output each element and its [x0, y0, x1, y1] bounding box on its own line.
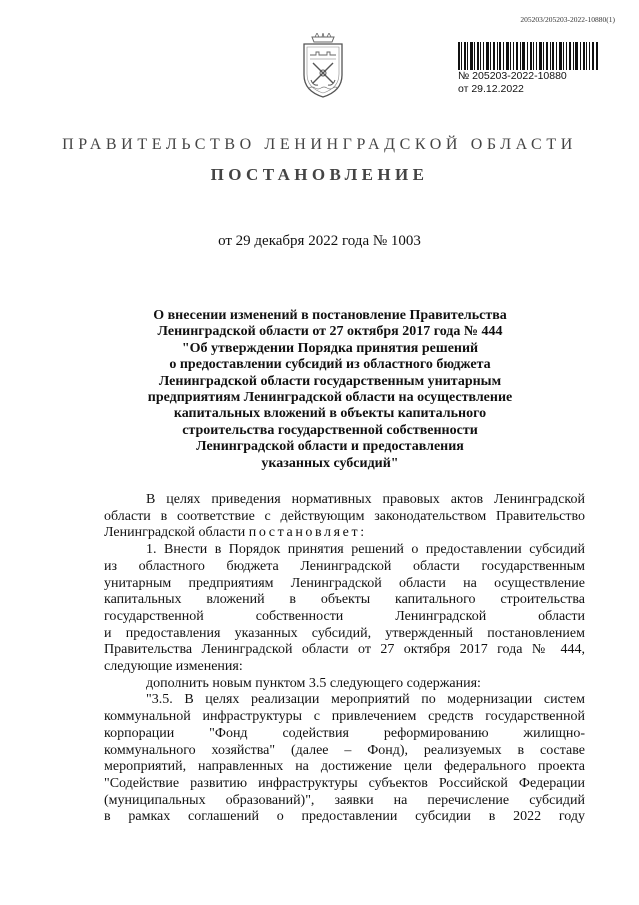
- leningrad-region-coat-of-arms-icon: [298, 33, 348, 99]
- document-body: [104, 492, 585, 826]
- registration-number: № 205203-2022-10880: [458, 70, 567, 82]
- body-line: капитальных вложений в объекты капитального строительства: [104, 592, 585, 608]
- subject-line: Ленинградской области и предоставления: [196, 439, 464, 455]
- body-line: [104, 525, 585, 542]
- body-text: Ленинградской области: [104, 525, 249, 541]
- corner-document-code: 205203/205203-2022-10880(1): [520, 15, 615, 24]
- body-line: Правительства Ленинградской области от 27 октября 2017 года № 444,: [104, 642, 585, 658]
- body-line: "3.5. В целях реализации мероприятий по модернизации систем: [146, 692, 585, 708]
- subject-line: Ленинградской области от 27 октября 2017 года № 444: [157, 324, 503, 340]
- document-type-title: ПОСТАНОВЛЕНИЕ: [210, 165, 429, 184]
- subject-line: указанных субсидий": [261, 455, 399, 471]
- document-date-number: от 29 декабря 2022 года № 1003: [218, 233, 421, 249]
- subject-line: О внесении изменений в постановление Правительства: [153, 308, 507, 323]
- resolution-word: постановляет:: [248, 525, 367, 541]
- government-title: ПРАВИТЕЛЬСТВО ЛЕНИНГРАДСКОЙ ОБЛАСТИ: [62, 136, 577, 153]
- body-line: "Содействие развитию инфраструктуры субъектов Российской Федерации: [104, 775, 585, 791]
- body-line: унитарным предприятиям Ленинградской области на осуществление: [104, 575, 585, 591]
- body-line: из областного бюджета Ленинградской области государственным: [104, 558, 585, 574]
- body-line: мероприятий, направленных на достижение цели федерального проекта: [104, 759, 585, 775]
- body-line: дополнить новым пунктом 3.5 следующего содержания:: [146, 675, 481, 691]
- body-line: 1. Внести в Порядок принятия решений о предоставлении субсидий: [146, 542, 585, 558]
- body-line: корпорации "Фонд содействия реформированию жилищно-: [104, 725, 585, 741]
- subject-line: предприятиям Ленинградской области на осуществление: [147, 390, 513, 406]
- subject-line: капитальных вложений в объекты капитального: [173, 406, 487, 422]
- barcode-icon: [458, 42, 598, 70]
- registration-date: от 29.12.2022: [458, 83, 524, 95]
- subject-line: "Об утверждении Порядка принятия решений: [181, 340, 479, 356]
- body-line: (муниципальных образований)", заявки на перечисление субсидий: [104, 792, 585, 808]
- body-line: коммунальной инфраструктуры с привлечением средств государственной: [104, 709, 585, 725]
- document-subject: [90, 308, 570, 472]
- body-line: и предоставления указанных субсидий, утвержденный постановлением: [104, 625, 585, 641]
- body-line: государственной собственности Ленинградской области: [104, 608, 585, 624]
- body-line: коммунального хозяйства" (далее – Фонд), реализуемых в составе: [104, 742, 585, 758]
- body-line: области в соответствие с действующим законодательством Правительство: [104, 508, 585, 524]
- registration-block: [458, 42, 598, 96]
- body-line: В целях приведения нормативных правовых актов Ленинградской: [146, 492, 585, 507]
- body-line: следующие изменения:: [104, 659, 243, 675]
- subject-line: строительства государственной собственности: [182, 422, 478, 438]
- body-line: в рамках соглашений о предоставлении субсидии в 2022 году: [104, 809, 585, 825]
- subject-line: Ленинградской области государственным унитарным: [158, 373, 502, 389]
- subject-line: о предоставлении субсидий из областного бюджета: [169, 357, 491, 373]
